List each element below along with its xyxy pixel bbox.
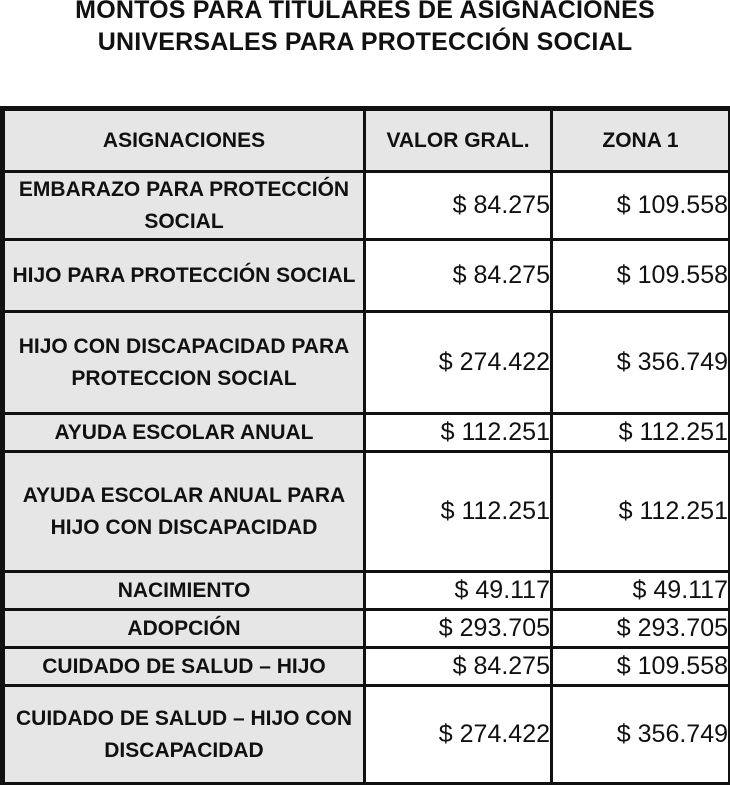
row-label: HIJO CON DISCAPACIDAD PARA PROTECCION SOCIAL [4,312,365,414]
row-label: HIJO PARA PROTECCIÓN SOCIAL [4,240,365,312]
table-row [4,572,730,610]
table-row [4,686,730,784]
row-label: CUIDADO DE SALUD – HIJO [4,648,365,686]
table-row [4,648,730,686]
row-valor-gral: $ 84.275 [365,240,552,312]
page-title [0,0,730,58]
row-label: ADOPCIÓN [4,610,365,648]
row-valor-gral: $ 49.117 [365,572,552,610]
row-valor-gral: $ 293.705 [365,610,552,648]
title-line-1: MONTOS PARA TITULARES DE ASIGNACIONES [75,0,655,24]
header-zona-1: ZONA 1 [552,110,730,172]
table-row [4,240,730,312]
header-valor-gral: VALOR GRAL. [365,110,552,172]
row-zona-1: $ 356.749 [552,312,730,414]
table-header-row [4,110,730,172]
row-valor-gral: $ 274.422 [365,312,552,414]
table-row [4,414,730,452]
table-row [4,452,730,572]
row-valor-gral: $ 274.422 [365,686,552,784]
row-label: AYUDA ESCOLAR ANUAL PARA HIJO CON DISCAPACIDAD [4,452,365,572]
row-label: CUIDADO DE SALUD – HIJO CON DISCAPACIDAD [4,686,365,784]
row-valor-gral: $ 84.275 [365,648,552,686]
amounts-table [2,108,730,785]
table-row [4,172,730,240]
row-label: NACIMIENTO [4,572,365,610]
row-zona-1: $ 109.558 [552,240,730,312]
row-label: EMBARAZO PARA PROTECCIÓN SOCIAL [4,172,365,240]
row-zona-1: $ 112.251 [552,452,730,572]
row-zona-1: $ 356.749 [552,686,730,784]
row-valor-gral: $ 84.275 [365,172,552,240]
row-zona-1: $ 109.558 [552,648,730,686]
table-row [4,610,730,648]
title-line-2: UNIVERSALES PARA PROTECCIÓN SOCIAL [97,28,633,56]
row-valor-gral: $ 112.251 [365,414,552,452]
row-zona-1: $ 109.558 [552,172,730,240]
row-zona-1: $ 293.705 [552,610,730,648]
row-zona-1: $ 49.117 [552,572,730,610]
row-zona-1: $ 112.251 [552,414,730,452]
row-label: AYUDA ESCOLAR ANUAL [4,414,365,452]
row-valor-gral: $ 112.251 [365,452,552,572]
table-row [4,312,730,414]
header-asignaciones: ASIGNACIONES [4,110,365,172]
